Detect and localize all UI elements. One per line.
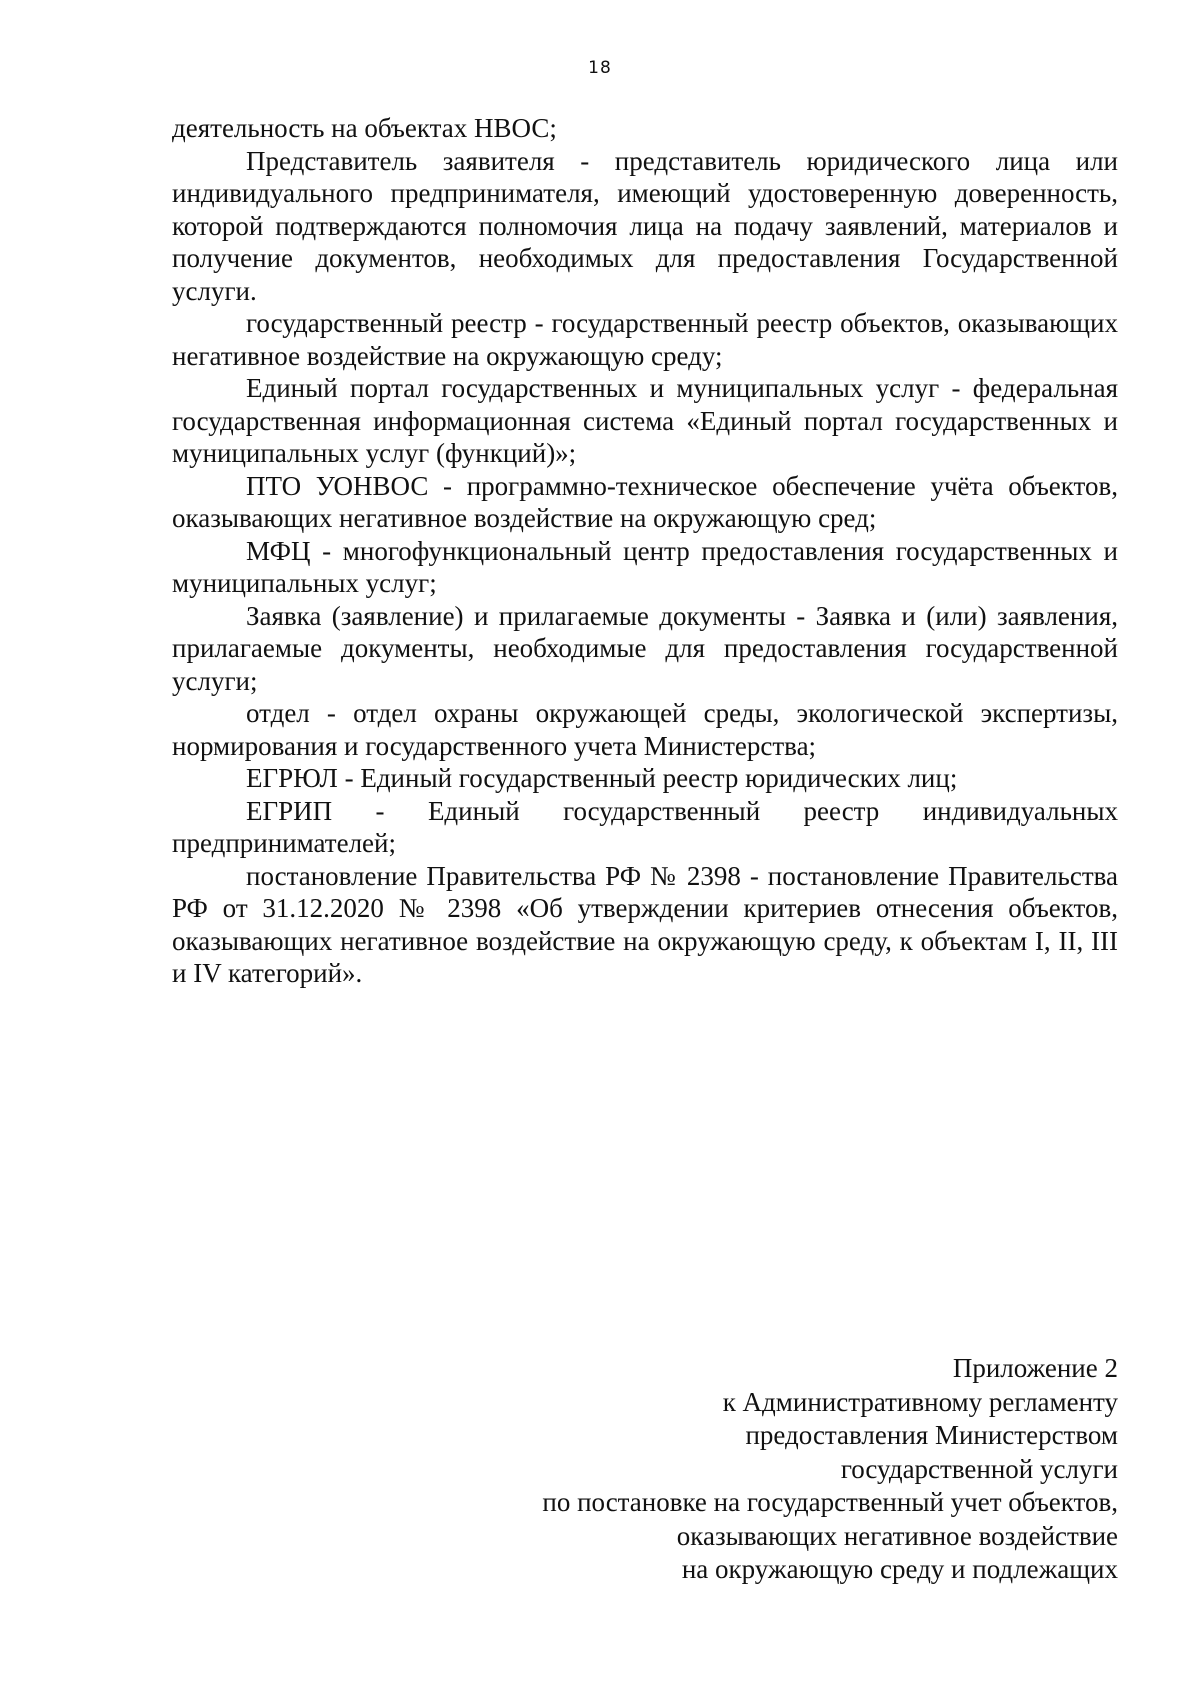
paragraph-2: Представитель заявителя - представитель юридического лица или индивидуального предпринимателя, имеющий удостоверенную доверенность, которой подтверждаются полномочия лица на подачу заявлений, материалов и получение документов, необходимых для предоставления Государственной услуги.: [172, 145, 1118, 306]
paragraph-5: ПТО УОНВОС - программно-техническое обеспечение учёта объектов, оказывающих негативное воздействие на окружающую сред;: [172, 470, 1118, 533]
definitions-body: [172, 112, 1118, 990]
appendix-line: к Административному регламенту: [722, 1386, 1118, 1417]
paragraph-4: Единый портал государственных и муниципальных услуг - федеральная государственная информационная система «Единый портал государственных и муниципальных услуг (функций)»;: [172, 373, 1118, 468]
paragraph-11: постановление Правительства РФ № 2398 - постановление Правительства РФ от 31.12.2020 № 2398 «Об утверждении критериев отнесения объектов, оказывающих негативное воздействие на окружающую среду, к объектам I, II, III и IV категорий».: [172, 860, 1118, 988]
paragraph-9: ЕГРЮЛ - Единый государственный реестр юридических лиц;: [246, 763, 958, 793]
paragraph-7: Заявка (заявление) и прилагаемые документы - Заявка и (или) заявления, прилагаемые документы, необходимые для предоставления государственной услуги;: [172, 600, 1118, 696]
appendix-line: Приложение 2: [952, 1353, 1118, 1383]
appendix-line: предоставления Министерством: [745, 1420, 1118, 1450]
appendix-line: государственной услуги: [840, 1453, 1118, 1484]
appendix-line: на окружающую среду и подлежащих: [681, 1554, 1118, 1584]
paragraph-6: МФЦ - многофункциональный центр предоставления государственных и муниципальных услуг;: [172, 535, 1118, 598]
paragraph-1: деятельность на объектах НВОС;: [172, 113, 557, 143]
appendix-line: оказывающих негативное воздействие: [676, 1520, 1118, 1551]
appendix-header: [500, 1352, 1118, 1587]
paragraph-10: ЕГРИП - Единый государственный реестр индивидуальных предпринимателей;: [172, 795, 1118, 858]
appendix-line: по постановке на государственный учет объектов,: [542, 1487, 1118, 1517]
page-number: 18: [588, 58, 612, 78]
paragraph-3: государственный реестр - государственный реестр объектов, оказывающих негативное воздействие на окружающую среду;: [172, 308, 1118, 371]
paragraph-8: отдел - отдел охраны окружающей среды, экологической экспертизы, нормирования и государственного учета Министерства;: [172, 698, 1118, 761]
